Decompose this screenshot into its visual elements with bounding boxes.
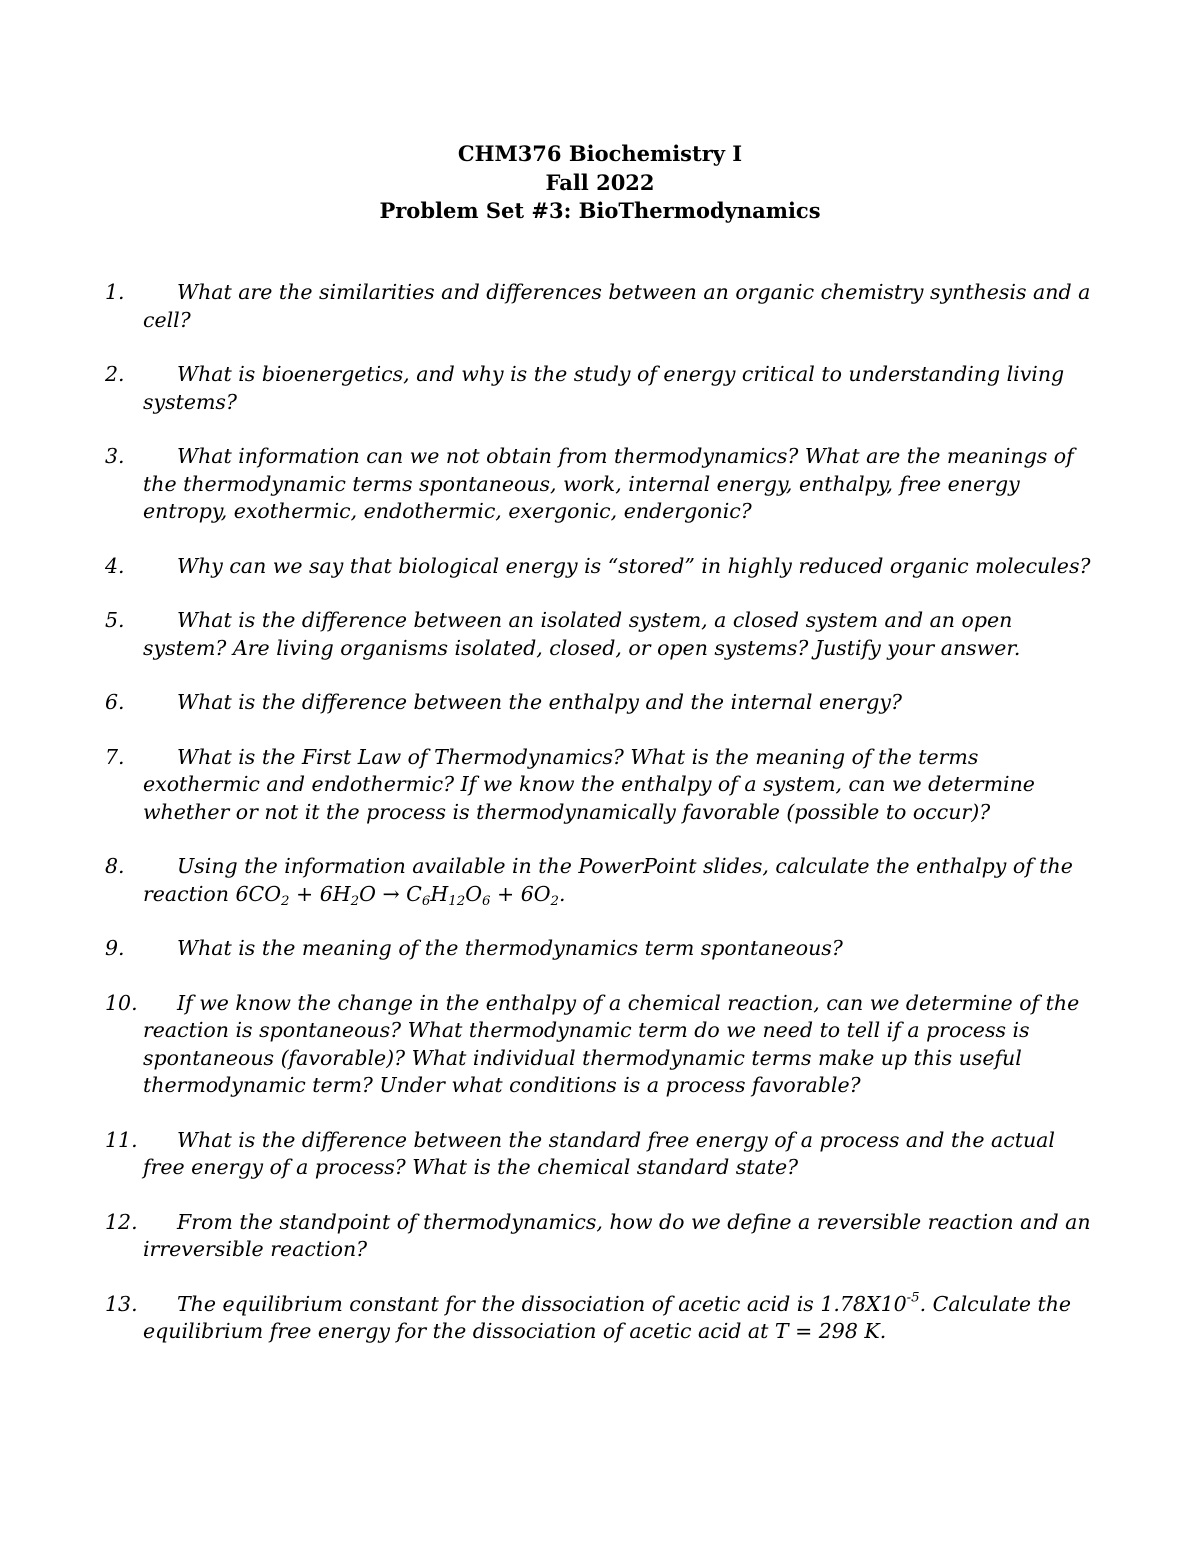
question-text: What is bioenergetics, and why is the study of energy critical to understanding living systems? bbox=[143, 362, 1065, 414]
question-list bbox=[105, 279, 1095, 1373]
question-5 bbox=[105, 607, 1095, 662]
question-text bbox=[143, 1291, 1095, 1346]
subscript: 6 bbox=[421, 893, 431, 909]
question-2 bbox=[105, 361, 1095, 416]
question-number: 12. bbox=[105, 1209, 138, 1234]
question-text-part: H bbox=[430, 881, 449, 906]
question-text-part: C bbox=[399, 881, 422, 906]
subscript: 2 bbox=[350, 893, 360, 909]
question-number: 6. bbox=[105, 690, 125, 714]
reaction-arrow-icon: → bbox=[382, 881, 400, 906]
question-text-part: . Calculate the equilibrium free energy for the dissociation of acetic acid at T = 298 K. bbox=[143, 1291, 1072, 1343]
question-text: Why can we say that biological energy is “stored” in highly reduced organic molecules? bbox=[177, 553, 1091, 578]
subscript: 2 bbox=[281, 893, 290, 909]
question-text: What is the difference between an isolated system, a closed system and an open system? Are living organisms isolated, closed, or open systems? Justify your answer. bbox=[143, 608, 1021, 660]
question-text: What is the meaning of the thermodynamics term spontaneous? bbox=[177, 936, 843, 960]
question-number: 3. bbox=[105, 444, 125, 468]
question-1 bbox=[105, 279, 1095, 334]
question-13 bbox=[105, 1291, 1095, 1346]
question-text bbox=[143, 853, 1095, 908]
question-text: From the standpoint of thermodynamics, how do we define a reversible reaction and an irreversible reaction? bbox=[143, 1209, 1091, 1261]
question-text-part: + 6O bbox=[490, 881, 551, 906]
question-number: 1. bbox=[105, 280, 125, 304]
question-text: What are the similarities and differences between an organic chemistry synthesis and a cell? bbox=[143, 280, 1091, 332]
question-number: 8. bbox=[105, 854, 125, 878]
document-header bbox=[0, 140, 1200, 226]
course-title: CHM376 Biochemistry I bbox=[457, 141, 743, 166]
question-9 bbox=[105, 935, 1095, 963]
question-4 bbox=[105, 553, 1095, 581]
question-number: 9. bbox=[105, 936, 125, 960]
question-text-part: . bbox=[559, 881, 566, 906]
question-number: 4. bbox=[105, 553, 125, 578]
subscript: 6 bbox=[482, 893, 491, 909]
question-text: What is the difference between the standard free energy of a process and the actual free energy of a process? What is the chemical standard state? bbox=[143, 1127, 1055, 1179]
question-3 bbox=[105, 443, 1095, 526]
question-number: 13. bbox=[105, 1291, 138, 1316]
question-number: 10. bbox=[105, 990, 138, 1015]
question-text-part: The equilibrium constant for the dissociation of acetic acid is 1.78X10 bbox=[177, 1291, 907, 1316]
question-6 bbox=[105, 689, 1095, 717]
question-8 bbox=[105, 853, 1095, 908]
problem-set-title: Problem Set #3: BioThermodynamics bbox=[379, 198, 821, 223]
question-11 bbox=[105, 1127, 1095, 1182]
question-7 bbox=[105, 744, 1095, 827]
subscript: 2 bbox=[550, 893, 560, 909]
question-number: 7. bbox=[105, 744, 125, 769]
question-text: What is the difference between the enthalpy and the internal energy? bbox=[177, 690, 902, 714]
question-text: What is the First Law of Thermodynamics? What is the meaning of the terms exothermic and endothermic? If we know the enthalpy of a system, can we determine whether or not it the process is thermodynamically favorable (possible to occur)? bbox=[143, 744, 1035, 824]
term: Fall 2022 bbox=[545, 169, 655, 195]
question-text-part: Using the information available in the PowerPoint slides, calculate the enthalpy of the reaction 6CO bbox=[143, 854, 1073, 906]
question-12 bbox=[105, 1209, 1095, 1264]
subscript: 12 bbox=[448, 893, 466, 909]
question-text: If we know the change in the enthalpy of a chemical reaction, can we determine of the reaction is spontaneous? What thermodynamic term do we need to tell if a process is spontaneous (favorable)? What individual thermodynamic terms make up this useful thermodynamic term? Under what conditions is a process favorable? bbox=[143, 990, 1080, 1097]
question-number: 2. bbox=[105, 362, 125, 386]
superscript: -5 bbox=[906, 1290, 920, 1306]
question-10 bbox=[105, 990, 1095, 1100]
question-text-part: O bbox=[359, 881, 383, 906]
question-number: 11. bbox=[105, 1127, 138, 1152]
question-text-part: O bbox=[465, 881, 482, 906]
question-text-part: + 6H bbox=[289, 881, 351, 906]
question-number: 5. bbox=[105, 608, 125, 632]
question-text: What information can we not obtain from thermodynamics? What are the meanings of the thermodynamic terms spontaneous, work, internal energy, enthalpy, free energy entropy, exothermic, endothermic, exergonic, endergonic? bbox=[143, 444, 1074, 523]
